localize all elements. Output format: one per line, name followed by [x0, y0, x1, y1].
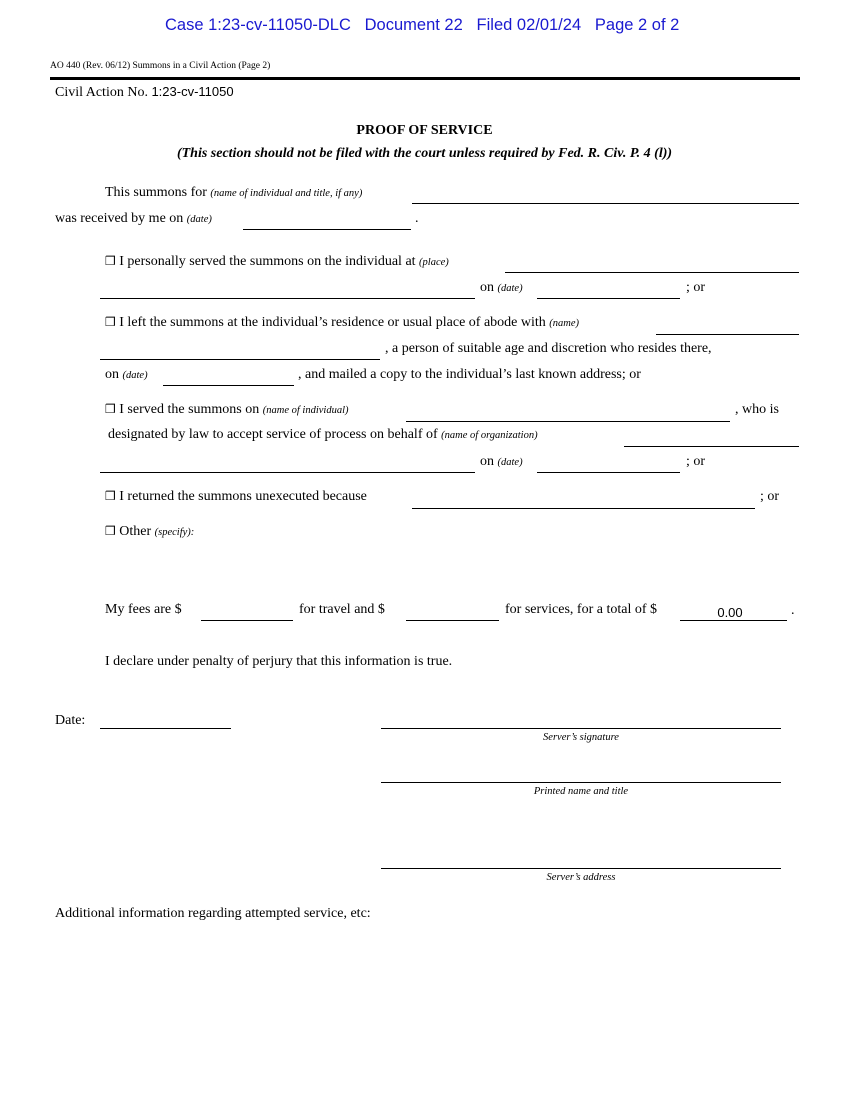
- designated-date-field[interactable]: [537, 472, 680, 473]
- option-residence: ❒ I left the summons at the individual’s residence or usual place of abode with (name): [105, 315, 580, 330]
- received-date-field[interactable]: [243, 229, 411, 230]
- designated-org-field-2[interactable]: [100, 472, 475, 473]
- checkbox-designated[interactable]: ❒: [105, 402, 116, 416]
- checkbox-other[interactable]: ❒: [105, 524, 116, 538]
- page-title: PROOF OF SERVICE: [356, 123, 493, 138]
- option-other: ❒ Other (specify):: [105, 524, 195, 539]
- printed-name-label: Printed name and title: [533, 786, 629, 797]
- civil-action-number: 1:23-cv-11050: [151, 84, 234, 99]
- summons-for: This summons for (name of individual and title, if any): [105, 185, 363, 200]
- personal-date-field[interactable]: [537, 298, 680, 299]
- civil-action: [55, 84, 234, 101]
- residence-name-field[interactable]: [656, 334, 799, 335]
- personal-place-field-2[interactable]: [100, 298, 475, 299]
- document-number: Document 22: [364, 16, 463, 34]
- page-subtitle: (This section should not be filed with the court unless required by Fed. R. Civ. P. 4 (l)): [176, 146, 673, 161]
- option-returned: ❒ I returned the summons unexecuted because: [105, 489, 367, 504]
- additional-info: Additional information regarding attempted service, etc:: [55, 906, 371, 921]
- case-stamp: [165, 16, 679, 35]
- services-fee-field[interactable]: [406, 620, 499, 621]
- case-number: Case 1:23-cv-11050-DLC: [165, 16, 351, 34]
- designated-org-field[interactable]: [624, 446, 799, 447]
- personal-place-field[interactable]: [505, 272, 799, 273]
- server-address-field[interactable]: [381, 868, 781, 869]
- server-address-label: Server’s address: [546, 872, 616, 883]
- travel-fee-field[interactable]: [201, 620, 293, 621]
- checkbox-returned[interactable]: ❒: [105, 489, 116, 503]
- checkbox-personal[interactable]: ❒: [105, 254, 116, 268]
- designated-name-field[interactable]: [406, 421, 730, 422]
- page-number: Page 2 of 2: [594, 16, 680, 34]
- option-designated: ❒ I served the summons on (name of individual): [105, 402, 349, 417]
- total-fee-value: 0.00: [717, 605, 743, 620]
- filed-date: Filed 02/01/24: [476, 16, 582, 34]
- civil-action-label: Civil Action No.: [55, 85, 148, 100]
- option-personal: ❒ I personally served the summons on the individual at (place): [105, 254, 449, 269]
- checkbox-residence[interactable]: ❒: [105, 315, 116, 329]
- declaration: I declare under penalty of perjury that this information is true.: [105, 654, 453, 669]
- header-rule: [50, 77, 800, 80]
- received-by: was received by me on (date): [55, 211, 212, 226]
- date-field[interactable]: [100, 728, 231, 729]
- total-fee-field[interactable]: [680, 620, 787, 621]
- residence-date-field[interactable]: [163, 385, 294, 386]
- server-signature-field[interactable]: [381, 728, 781, 729]
- fees-label: My fees are $: [105, 602, 182, 617]
- form-id: AO 440 (Rev. 06/12) Summons in a Civil Action (Page 2): [50, 61, 271, 71]
- printed-name-field[interactable]: [381, 782, 781, 783]
- summons-for-field[interactable]: [412, 203, 799, 204]
- returned-reason-field[interactable]: [412, 508, 755, 509]
- residence-name-field-2[interactable]: [100, 359, 380, 360]
- server-signature-label: Server’s signature: [543, 732, 619, 743]
- date-label: Date:: [55, 713, 86, 728]
